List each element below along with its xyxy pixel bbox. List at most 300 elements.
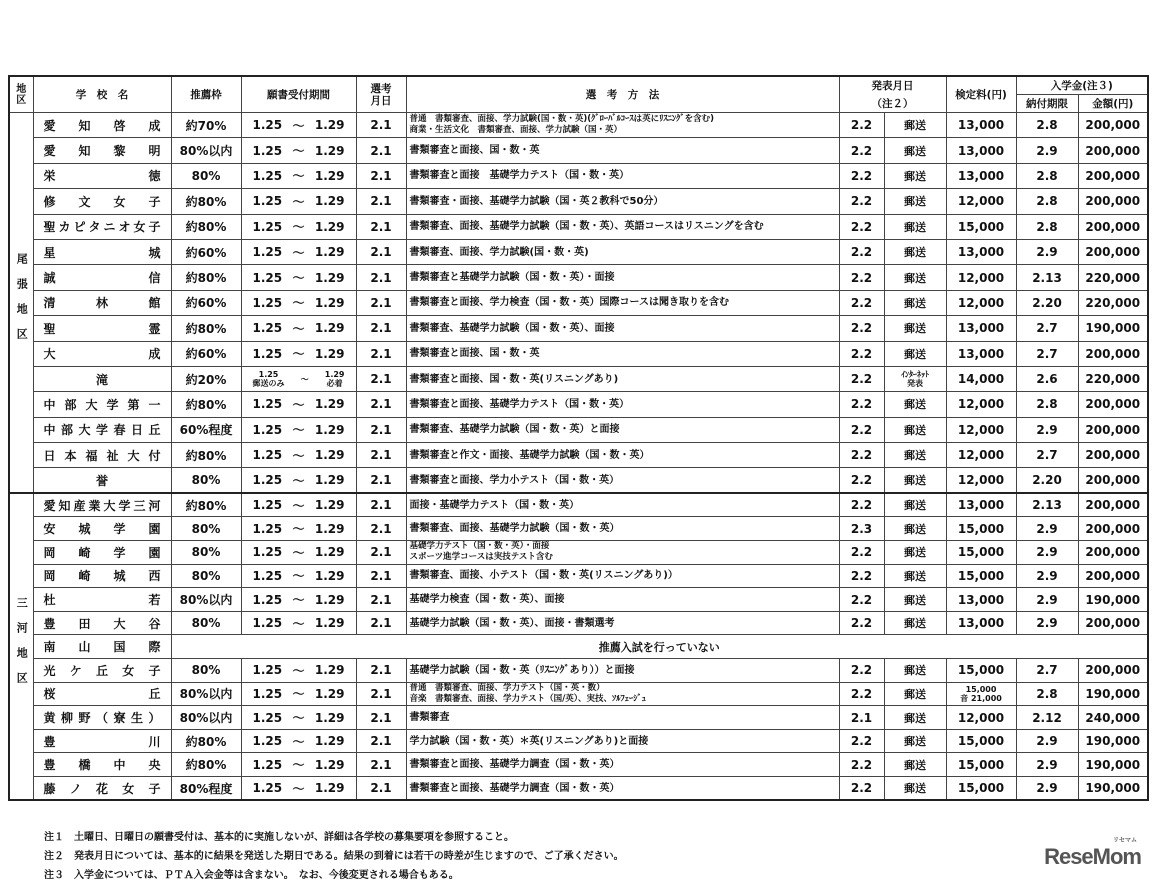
announce-method: [884, 417, 946, 442]
period-to: 1.29: [314, 592, 345, 607]
exam-date: 2.1: [356, 729, 406, 753]
exam-fee: [946, 265, 1016, 290]
school-name: 中部大学第一: [33, 392, 171, 417]
announce-date: 2.2: [839, 753, 884, 777]
quota: 約80%: [171, 443, 241, 468]
table-row: [9, 611, 1148, 635]
quota: 約20%: [171, 366, 241, 391]
announce-method-line: 郵送: [904, 711, 926, 725]
period-to: 1.29: [314, 422, 345, 437]
period-range: [245, 396, 353, 413]
method-line: 書類審査と面接、基礎学力調査（国・数・英）: [409, 782, 620, 794]
quota: 80%: [171, 564, 241, 588]
region-label: 三河地区: [9, 493, 33, 800]
school-name: 南山国際: [33, 635, 171, 659]
admission-amount: 200,000: [1078, 517, 1148, 541]
method-line: 普通 書類審査、面接、学力試験(国・数・英)(ｸﾞﾛｰﾊﾞﾙｺｰｽは英にﾘｽﾆﾝｸﾞを含む): [409, 114, 715, 125]
announce-date: 2.2: [839, 659, 884, 683]
table-row: [9, 541, 1148, 565]
announce-method-line: 郵送: [904, 522, 926, 536]
from-note: 郵送のみ: [252, 379, 285, 389]
school-name: 藤ノ花女子: [33, 776, 171, 800]
period-separator: ～: [292, 473, 305, 488]
fee-line: 12,000: [957, 270, 1005, 285]
exam-fee: [946, 290, 1016, 315]
admission-amount: 190,000: [1078, 776, 1148, 800]
period-from: [253, 370, 285, 388]
payment-deadline: 2.20: [1016, 290, 1078, 315]
resemom-logo: [1044, 838, 1141, 869]
fee-line: 15,000: [957, 521, 1005, 536]
period-separator: ～: [292, 569, 305, 584]
period-from: 1.25: [252, 757, 283, 772]
exam-date: 2.1: [356, 290, 406, 315]
period-range: [245, 244, 353, 261]
quota: 約80%: [171, 729, 241, 753]
school-name: 豊橋中央: [33, 753, 171, 777]
announce-method: [884, 611, 946, 635]
region-group: [9, 113, 1148, 494]
method-line: スポーツ進学コースは実技テスト含む: [409, 552, 553, 563]
method-line: 書類審査、面接、小テスト（国・数・英(リスニングあり)）: [409, 570, 678, 582]
quota: 80%: [171, 517, 241, 541]
period-from: 1.25: [252, 663, 283, 678]
period-to: 1.29: [314, 686, 345, 701]
application-period: [241, 611, 356, 635]
announce-date: 2.2: [839, 682, 884, 706]
exam-date: 2.1: [356, 189, 406, 214]
announce-date: 2.2: [839, 493, 884, 517]
announce-method-line: 郵送: [904, 169, 926, 183]
application-period: [241, 214, 356, 239]
selection-method: [406, 189, 839, 214]
application-period: [241, 776, 356, 800]
selection-method: [406, 659, 839, 683]
method-line: 書類審査と面接 基礎学力テスト（国・数・英）: [409, 170, 630, 182]
table-row: [9, 776, 1148, 800]
application-period: [241, 239, 356, 264]
school-name: 安城学園: [33, 517, 171, 541]
period-range: [245, 685, 353, 702]
period-range: [245, 294, 353, 311]
fee-line: 15,000: [957, 781, 1005, 796]
exam-fee: [946, 776, 1016, 800]
payment-deadline: 2.8: [1016, 113, 1078, 138]
period-separator: ～: [292, 593, 305, 608]
announce-method: [884, 366, 946, 391]
selection-method: [406, 392, 839, 417]
period-separator: ～: [292, 169, 305, 184]
period-to: 1.29: [314, 219, 345, 234]
exam-date: 2.1: [356, 443, 406, 468]
payment-deadline: 2.9: [1016, 729, 1078, 753]
announce-method-line: 郵送: [904, 144, 926, 158]
period-to: 1.29: [314, 397, 345, 412]
table-row: [9, 341, 1148, 366]
announce-date: 2.2: [839, 214, 884, 239]
period-to: 1.29: [314, 734, 345, 749]
admission-amount: 200,000: [1078, 659, 1148, 683]
announce-method-line: 郵送: [904, 271, 926, 285]
application-period: [241, 729, 356, 753]
period-range: [245, 544, 353, 561]
period-range: [245, 709, 353, 726]
method-line: 書類審査、基礎学力試験（国・数・英）、面接: [409, 322, 615, 334]
exam-fee: [946, 443, 1016, 468]
period-separator: ～: [292, 734, 305, 749]
school-name: 日本福祉大付: [33, 443, 171, 468]
table-row: [9, 113, 1148, 138]
payment-deadline: 2.8: [1016, 189, 1078, 214]
admission-amount: 200,000: [1078, 564, 1148, 588]
announce-method: [884, 753, 946, 777]
application-period: [241, 316, 356, 341]
header-announce: 発表月日: [839, 76, 946, 95]
payment-deadline: 2.7: [1016, 659, 1078, 683]
payment-deadline: 2.12: [1016, 706, 1078, 730]
school-name: 聖カピタニオ女子: [33, 214, 171, 239]
announce-method-line: 郵送: [904, 246, 926, 260]
period-separator: ～: [292, 347, 305, 362]
application-period: [241, 189, 356, 214]
table-row: [9, 239, 1148, 264]
announce-method: [884, 290, 946, 315]
selection-method: [406, 239, 839, 264]
selection-method: [406, 265, 839, 290]
school-name: 誉: [33, 468, 171, 493]
payment-deadline: 2.8: [1016, 392, 1078, 417]
announce-method: [884, 138, 946, 163]
exam-date: 2.1: [356, 611, 406, 635]
exam-fee: [946, 113, 1016, 138]
quota: 80%以内: [171, 138, 241, 163]
table-row: [9, 443, 1148, 468]
exam-date: 2.1: [356, 468, 406, 493]
admission-amount: 200,000: [1078, 214, 1148, 239]
fee-line: 13,000: [957, 143, 1005, 158]
method-line: 書類審査と作文・面接、基礎学力試験（国・数・英）: [409, 449, 650, 461]
payment-deadline: 2.9: [1016, 417, 1078, 442]
period-separator: ～: [292, 144, 305, 159]
announce-method-line: 郵送: [904, 423, 926, 437]
method-line: 基礎学力試験（国・数・英）、面接・書類選考: [409, 617, 615, 629]
period-from: 1.25: [252, 616, 283, 631]
admission-amount: 200,000: [1078, 443, 1148, 468]
method-line: 学力試験（国・数・英）＊英(リスニングあり)と面接: [409, 735, 649, 747]
period-from: 1.25: [252, 545, 283, 560]
period-separator: ～: [292, 321, 305, 336]
application-period: [241, 341, 356, 366]
announce-method: [884, 564, 946, 588]
announce-date: 2.2: [839, 341, 884, 366]
table-row: [9, 366, 1148, 391]
announce-method: [884, 392, 946, 417]
application-period: [241, 417, 356, 442]
period-range: [245, 320, 353, 337]
table-row: [9, 588, 1148, 612]
method-line: 基礎学力検査（国・数・英）、面接: [409, 594, 565, 606]
announce-method: [884, 239, 946, 264]
announce-method: [884, 517, 946, 541]
application-period: [241, 290, 356, 315]
exam-date: 2.1: [356, 659, 406, 683]
selection-method: [406, 214, 839, 239]
quota: 約80%: [171, 316, 241, 341]
announce-method-line: 郵送: [904, 119, 926, 133]
table-row: [9, 564, 1148, 588]
period-to: 1.29: [314, 245, 345, 260]
application-period: [241, 138, 356, 163]
table-header: [9, 76, 1148, 113]
period-to: 1.29: [314, 616, 345, 631]
method-line: 書類審査、面接、基礎学力試験（国・数・英）、英語コースはリスニングを含む: [409, 221, 764, 233]
method-line: 書類審査と面接、基礎学力調査（国・数・英）: [409, 759, 620, 771]
period-separator: ～: [292, 296, 305, 311]
admission-table: [8, 75, 1149, 801]
announce-date: 2.2: [839, 776, 884, 800]
admission-amount: 220,000: [1078, 290, 1148, 315]
period-separator: ～: [292, 616, 305, 631]
announce-method: [884, 113, 946, 138]
fee-line: 12,000: [957, 473, 1005, 488]
selection-method: [406, 290, 839, 315]
period-from: 1.25: [252, 473, 283, 488]
period-from: 1.25: [252, 710, 283, 725]
quota: 約60%: [171, 341, 241, 366]
period-to: [325, 370, 345, 388]
method-line: 基礎学力試験（国・数・英（ﾘｽﾆﾝｸﾞあり））と面接: [409, 664, 635, 676]
quota: 60%程度: [171, 417, 241, 442]
school-name: 栄徳: [33, 163, 171, 188]
period-range: [245, 497, 353, 514]
announce-date: 2.2: [839, 729, 884, 753]
selection-method: [406, 753, 839, 777]
payment-deadline: 2.7: [1016, 316, 1078, 341]
announce-method-line: 郵送: [904, 546, 926, 560]
fee-line: 12,000: [957, 422, 1005, 437]
period-to: 1.29: [314, 118, 345, 133]
announce-method: [884, 468, 946, 493]
admission-amount: 190,000: [1078, 588, 1148, 612]
period-range: [245, 117, 353, 134]
period-range: [245, 615, 353, 632]
announce-method: [884, 682, 946, 706]
application-period: [241, 113, 356, 138]
quota: 約80%: [171, 753, 241, 777]
footnote: 注１ 土曜日、日曜日の願書受付は、基本的に実施しないが、詳細は各学校の募集要項を参照すること。: [44, 832, 514, 843]
exam-date: 2.1: [356, 138, 406, 163]
quota: 約70%: [171, 113, 241, 138]
admission-amount: 240,000: [1078, 706, 1148, 730]
exam-date: 2.1: [356, 517, 406, 541]
admission-amount: 200,000: [1078, 468, 1148, 493]
application-period: [241, 163, 356, 188]
period-range: [245, 567, 353, 584]
quota: 80%: [171, 468, 241, 493]
announce-date: 2.3: [839, 517, 884, 541]
school-name: 愛知啓成: [33, 113, 171, 138]
period-range: [245, 421, 353, 438]
header-method: 選 考 方 法: [406, 76, 839, 113]
announce-method-line: 郵送: [904, 449, 926, 463]
application-period: [241, 493, 356, 517]
payment-deadline: 2.9: [1016, 753, 1078, 777]
method-line: 書類審査と基礎学力試験（国・数・英）・面接: [409, 272, 615, 284]
method-line: 書類審査と面接、国・数・英(リスニングあり): [409, 373, 619, 385]
method-line: 書類審査と面接、国・数・英: [409, 145, 540, 157]
table-row: [9, 316, 1148, 341]
period-to: 1.29: [314, 346, 345, 361]
payment-deadline: 2.9: [1016, 541, 1078, 565]
period-from: 1.25: [252, 781, 283, 796]
quota: 80%程度: [171, 776, 241, 800]
admission-amount: 190,000: [1078, 316, 1148, 341]
header-amount: 金額(円): [1078, 95, 1148, 113]
quota: 約80%: [171, 265, 241, 290]
method-line: 書類審査: [409, 712, 450, 723]
announce-method-line: 郵送: [904, 499, 926, 513]
admission-amount: 200,000: [1078, 392, 1148, 417]
announce-date: 2.2: [839, 564, 884, 588]
exam-date: 2.1: [356, 493, 406, 517]
announce-date: 2.2: [839, 541, 884, 565]
exam-fee: [946, 138, 1016, 163]
selection-method: [406, 611, 839, 635]
quota: 80%: [171, 541, 241, 565]
period-separator: ～: [292, 545, 305, 560]
announce-method: [884, 189, 946, 214]
admission-amount: 200,000: [1078, 341, 1148, 366]
period-range: [245, 780, 353, 797]
period-separator: ～: [292, 397, 305, 412]
exam-date: 2.1: [356, 682, 406, 706]
period-to: 1.29: [314, 568, 345, 583]
announce-method-line: 郵送: [904, 735, 926, 749]
period-from: 1.25: [252, 734, 283, 749]
announce-method-line: 郵送: [904, 398, 926, 412]
logo-ruby: リセマム: [1113, 838, 1137, 844]
admission-amount: 200,000: [1078, 417, 1148, 442]
fee-line: 15,000: [957, 545, 1005, 560]
school-name: 桜丘: [33, 682, 171, 706]
selection-method: [406, 588, 839, 612]
period-from: 1.25: [252, 521, 283, 536]
exam-fee: [946, 163, 1016, 188]
school-name: 豊田大谷: [33, 611, 171, 635]
school-name: 愛知産業大学三河: [33, 493, 171, 517]
fee-line: 15,000: [957, 219, 1005, 234]
fee-line: 13,000: [957, 321, 1005, 336]
announce-date: 2.2: [839, 417, 884, 442]
period-separator: ～: [292, 220, 305, 235]
payment-deadline: 2.9: [1016, 588, 1078, 612]
announce-method-line: 発表: [907, 379, 923, 389]
period-to: 1.29: [314, 143, 345, 158]
announce-date: 2.1: [839, 706, 884, 730]
fee-line: 13,000: [957, 168, 1005, 183]
header-deadline: 納付期限: [1016, 95, 1078, 113]
selection-method: [406, 541, 839, 565]
payment-deadline: 2.9: [1016, 776, 1078, 800]
announce-method-line: 郵送: [904, 782, 926, 796]
admission-amount: 200,000: [1078, 163, 1148, 188]
exam-fee: [946, 753, 1016, 777]
period-from: 1.25: [252, 143, 283, 158]
application-period: [241, 753, 356, 777]
exam-date: 2.1: [356, 163, 406, 188]
period-range: [245, 520, 353, 537]
selection-method: [406, 417, 839, 442]
header-exam-date: 選考月日: [356, 76, 406, 113]
fee-line: 12,000: [957, 295, 1005, 310]
announce-method: [884, 316, 946, 341]
announce-date: 2.2: [839, 189, 884, 214]
quota: 80%: [171, 611, 241, 635]
exam-fee: [946, 468, 1016, 493]
method-line: 面接・基礎学力テスト（国・数・英）: [409, 499, 580, 511]
quota: 約80%: [171, 392, 241, 417]
footnote: 注２ 発表月日については、基本的に結果を発送した期日である。結果の到着には若干の時差が生じますので、ご了承ください。: [44, 851, 624, 862]
application-period: [241, 392, 356, 417]
announce-method-line: 郵送: [904, 687, 926, 701]
selection-method: [406, 729, 839, 753]
payment-deadline: 2.8: [1016, 682, 1078, 706]
period-to: 1.29: [314, 194, 345, 209]
selection-method: [406, 706, 839, 730]
announce-method-line: 郵送: [904, 296, 926, 310]
exam-date: 2.1: [356, 113, 406, 138]
table-row: [9, 659, 1148, 683]
exam-fee: [946, 541, 1016, 565]
admission-amount: 220,000: [1078, 366, 1148, 391]
payment-deadline: 2.8: [1016, 214, 1078, 239]
payment-deadline: 2.8: [1016, 163, 1078, 188]
application-period: [241, 659, 356, 683]
period-range: [245, 591, 353, 608]
period-from: 1.25: [252, 397, 283, 412]
quota: 80%: [171, 659, 241, 683]
school-name: 中部大学春日丘: [33, 417, 171, 442]
announce-date: 2.2: [839, 163, 884, 188]
payment-deadline: 2.9: [1016, 239, 1078, 264]
selection-method: [406, 468, 839, 493]
announce-date: 2.2: [839, 443, 884, 468]
admission-amount: 200,000: [1078, 113, 1148, 138]
header-admission: 入学金(注３): [1016, 76, 1148, 95]
application-period: [241, 588, 356, 612]
announce-date: 2.2: [839, 138, 884, 163]
selection-method: [406, 366, 839, 391]
exam-date: 2.1: [356, 214, 406, 239]
application-period: [241, 517, 356, 541]
fee-line: 12,000: [957, 710, 1005, 725]
to-date: 1.29: [324, 370, 345, 380]
period-from: 1.25: [252, 219, 283, 234]
period-separator: ～: [292, 522, 305, 537]
fee-line: 13,000: [957, 498, 1005, 513]
header-fee: 検定料(円): [946, 76, 1016, 113]
application-period: [241, 265, 356, 290]
exam-date: 2.1: [356, 341, 406, 366]
period-to: 1.29: [314, 295, 345, 310]
exam-date: 2.1: [356, 776, 406, 800]
table-row: [9, 138, 1148, 163]
application-period: [241, 682, 356, 706]
period-to: 1.29: [314, 498, 345, 513]
selection-method: [406, 138, 839, 163]
fee-line: 15,000: [957, 663, 1005, 678]
announce-method-line: 郵送: [904, 322, 926, 336]
